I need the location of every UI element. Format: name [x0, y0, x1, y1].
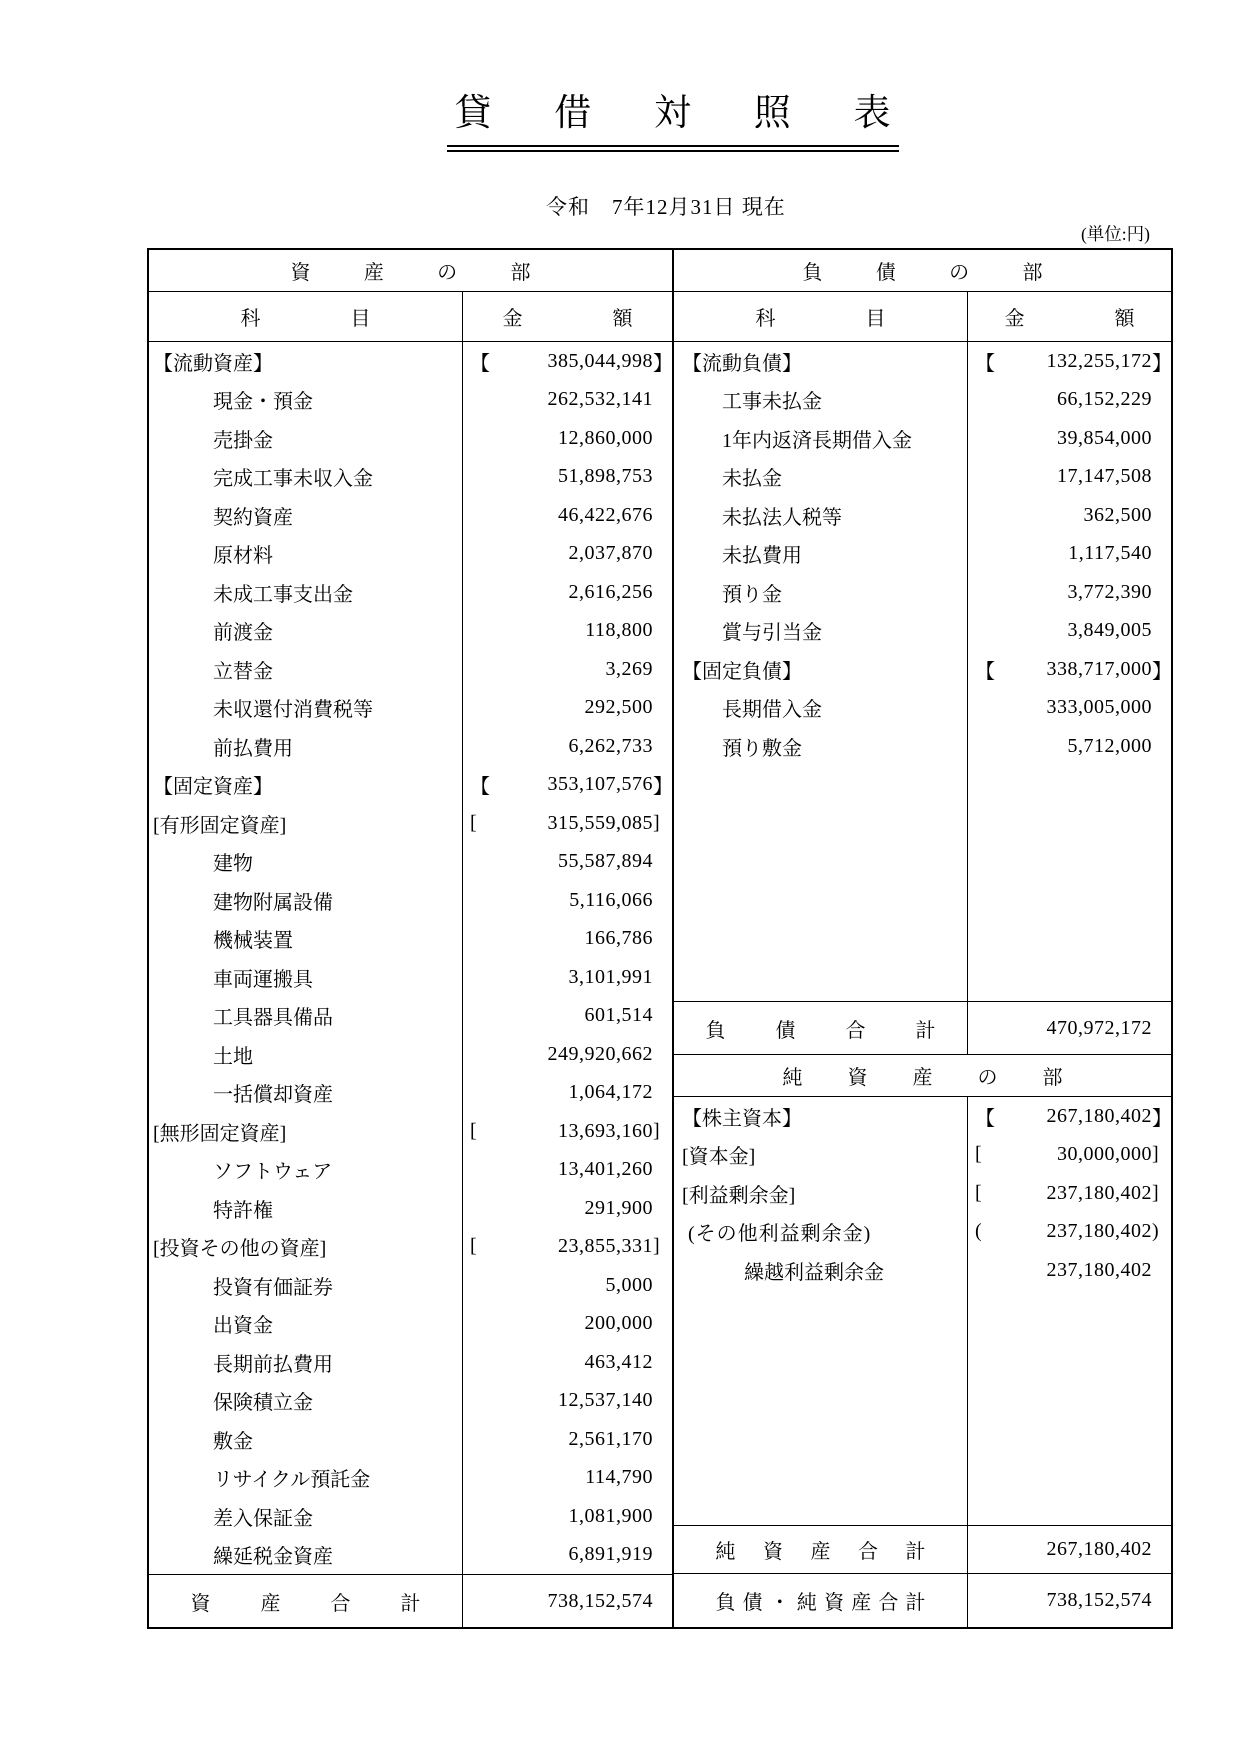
account-name: 工具器具備品 — [213, 1007, 333, 1030]
open-bracket: [ — [470, 1119, 477, 1142]
row-label — [149, 1074, 462, 1113]
amount-value: 12,537,140 — [558, 1389, 653, 1412]
amount-value: 114,790 — [585, 1466, 653, 1489]
account-name: 1年内返済長期借入金 — [722, 429, 912, 452]
account-name: 契約資産 — [213, 506, 293, 529]
close-bracket: 】 — [1152, 1107, 1172, 1130]
amount-value: 3,269 — [605, 657, 653, 680]
table-row — [149, 419, 672, 458]
account-name: 出資金 — [213, 1315, 273, 1338]
net-assets-total-amount: 267,180,402 — [967, 1526, 1171, 1573]
row-amount — [462, 1497, 672, 1536]
row-amount — [462, 535, 672, 574]
account-name: 現金・預金 — [213, 391, 313, 414]
table-row — [149, 1112, 672, 1151]
row-amount — [967, 650, 1171, 689]
table-row — [149, 1035, 672, 1074]
liabilities-total-label: 負 債 合 計 — [705, 1019, 936, 1042]
row-label — [149, 1420, 462, 1459]
row-amount — [967, 458, 1171, 497]
account-name: 完成工事未収入金 — [213, 468, 373, 491]
row-amount — [967, 496, 1171, 535]
row-amount — [967, 1097, 1171, 1136]
table-row — [674, 1174, 1171, 1213]
table-row — [149, 1074, 672, 1113]
liabilities-total-row — [674, 1001, 1171, 1054]
row-label — [674, 342, 967, 381]
amount-value: 23,855,331 — [558, 1235, 653, 1258]
row-amount — [967, 1251, 1171, 1290]
account-name: 土地 — [213, 1045, 253, 1068]
row-amount — [462, 804, 672, 843]
row-label — [149, 997, 462, 1036]
assets-section-title: 資 産 の 部 — [290, 262, 531, 284]
amount-value: 13,401,260 — [558, 1158, 653, 1181]
net-assets-total-row — [674, 1525, 1171, 1573]
net-assets-section-title: 純 資 産 の 部 — [782, 1067, 1063, 1089]
amount-value: 166,786 — [584, 927, 653, 950]
row-amount — [462, 920, 672, 959]
row-label — [149, 381, 462, 420]
account-name: 賞与引当金 — [722, 622, 822, 645]
table-row — [149, 1151, 672, 1190]
row-label — [149, 804, 462, 843]
amount-value: 5,000 — [605, 1273, 653, 1296]
table-row — [149, 496, 672, 535]
row-label — [149, 843, 462, 882]
row-label — [674, 650, 967, 689]
row-amount — [462, 727, 672, 766]
table-row — [149, 766, 672, 805]
amount-value: 353,107,576 — [547, 773, 653, 796]
amount-value: 237,180,402 — [1046, 1258, 1152, 1281]
account-name: 未払法人税等 — [722, 506, 842, 529]
table-row — [149, 1305, 672, 1344]
account-name: 保険積立金 — [213, 1392, 313, 1415]
open-bracket: 【 — [470, 776, 490, 799]
close-bracket: ] — [653, 811, 660, 834]
row-amount — [967, 689, 1171, 728]
amount-value: 30,000,000 — [1057, 1143, 1152, 1166]
close-bracket: ] — [653, 1119, 660, 1142]
assets-rows — [149, 342, 672, 1574]
row-amount — [967, 419, 1171, 458]
row-label — [149, 766, 462, 805]
account-name: 長期前払費用 — [213, 1353, 333, 1376]
row-label — [149, 650, 462, 689]
table-row — [674, 496, 1171, 535]
table-row — [674, 573, 1171, 612]
row-amount — [462, 1536, 672, 1575]
grand-total-row — [674, 1573, 1171, 1627]
row-label — [149, 496, 462, 535]
account-name: [投資その他の資産] — [153, 1238, 327, 1261]
row-label — [674, 573, 967, 612]
row-amount — [462, 1266, 672, 1305]
table-row — [149, 573, 672, 612]
close-bracket: 】 — [1152, 660, 1172, 683]
open-bracket: [ — [975, 1181, 982, 1204]
row-label — [674, 1136, 967, 1175]
amount-value: 315,559,085 — [547, 811, 653, 834]
row-amount — [462, 1459, 672, 1498]
amount-value: 362,500 — [1083, 503, 1152, 526]
net-assets-rows — [674, 1097, 1171, 1290]
assets-column-header — [149, 292, 672, 342]
row-label — [149, 458, 462, 497]
amount-value: 55,587,894 — [558, 850, 653, 873]
account-name: [利益剰余金] — [682, 1184, 796, 1207]
row-label — [149, 1228, 462, 1267]
account-name: [無形固定資産] — [153, 1122, 287, 1145]
row-amount — [967, 381, 1171, 420]
row-amount — [462, 342, 672, 381]
row-amount — [462, 1112, 672, 1151]
row-amount — [967, 1136, 1171, 1175]
row-amount — [967, 573, 1171, 612]
account-name: 原材料 — [213, 545, 273, 568]
table-row — [149, 1459, 672, 1498]
table-row — [149, 843, 672, 882]
account-name: (その他利益剰余金) — [688, 1223, 872, 1246]
account-name: 一括償却資産 — [213, 1084, 333, 1107]
account-name: 【株主資本】 — [682, 1107, 802, 1130]
amount-value: 1,064,172 — [568, 1081, 653, 1104]
amount-value: 3,849,005 — [1067, 619, 1152, 642]
table-row — [149, 958, 672, 997]
row-label — [149, 1497, 462, 1536]
table-row — [149, 458, 672, 497]
open-bracket: 【 — [470, 352, 490, 375]
row-amount — [462, 1343, 672, 1382]
empty-space — [674, 766, 1171, 1002]
row-amount — [462, 1305, 672, 1344]
account-name: 未成工事支出金 — [213, 583, 353, 606]
account-name: 建物 — [213, 853, 253, 876]
row-label — [149, 1459, 462, 1498]
row-label — [149, 1035, 462, 1074]
liabilities-section-title: 負 債 の 部 — [802, 262, 1043, 284]
empty-space — [674, 1290, 1171, 1526]
row-label — [674, 419, 967, 458]
amount-value: 12,860,000 — [558, 426, 653, 449]
open-bracket: ( — [975, 1220, 982, 1243]
grand-total-amount: 738,152,574 — [967, 1574, 1171, 1627]
row-label — [149, 1189, 462, 1228]
table-row — [149, 881, 672, 920]
amount-value: 262,532,141 — [547, 388, 653, 411]
table-row — [149, 612, 672, 651]
open-bracket: 【 — [975, 1107, 995, 1130]
row-amount — [462, 881, 672, 920]
table-row — [149, 1382, 672, 1421]
account-name: 前払費用 — [213, 737, 293, 760]
close-bracket: ] — [1152, 1143, 1159, 1166]
assets-total-row — [149, 1574, 672, 1628]
amount-value: 39,854,000 — [1057, 426, 1152, 449]
row-amount — [462, 458, 672, 497]
account-name: 投資有価証券 — [213, 1276, 333, 1299]
row-label — [674, 535, 967, 574]
table-row — [149, 1228, 672, 1267]
account-name: ソフトウェア — [213, 1161, 333, 1184]
amount-value: 237,180,402 — [1046, 1220, 1152, 1243]
table-row — [149, 1189, 672, 1228]
amount-value: 249,920,662 — [547, 1042, 653, 1065]
row-label — [149, 1151, 462, 1190]
account-name: リサイクル預託金 — [213, 1469, 371, 1492]
row-amount — [462, 612, 672, 651]
amount-value: 17,147,508 — [1057, 465, 1152, 488]
balance-sheet-table — [147, 248, 1173, 1629]
table-row — [149, 1420, 672, 1459]
amount-value: 267,180,402 — [1046, 1104, 1152, 1127]
unit-label: (単位:円) — [1080, 224, 1150, 244]
amount-value: 6,262,733 — [568, 734, 653, 757]
table-row — [674, 342, 1171, 381]
amount-value: 51,898,753 — [558, 465, 653, 488]
row-label — [149, 1536, 462, 1575]
row-label — [674, 1251, 967, 1290]
table-row — [149, 727, 672, 766]
row-label — [674, 1174, 967, 1213]
row-amount — [462, 843, 672, 882]
account-name: 機械装置 — [213, 930, 293, 953]
document-title: 貸 借 対 照 表 — [447, 90, 899, 152]
amount-value: 66,152,229 — [1057, 388, 1152, 411]
row-amount — [967, 1213, 1171, 1252]
row-amount — [462, 766, 672, 805]
table-row — [149, 650, 672, 689]
table-row — [149, 1497, 672, 1536]
table-row — [674, 727, 1171, 766]
account-name: 車両運搬具 — [213, 968, 313, 991]
row-label — [674, 1097, 967, 1136]
amount-value: 237,180,402 — [1046, 1181, 1152, 1204]
liabilities-net-assets-section — [672, 250, 1171, 1627]
assets-total-label: 資 産 合 計 — [190, 1593, 421, 1615]
account-name: 繰延税金資産 — [213, 1546, 333, 1569]
table-row — [674, 1251, 1171, 1290]
account-name: 預り金 — [722, 583, 782, 606]
row-amount — [462, 381, 672, 420]
liabilities-rows — [674, 342, 1171, 766]
row-label — [674, 381, 967, 420]
amount-value: 6,891,919 — [568, 1543, 653, 1566]
account-name: 前渡金 — [213, 622, 273, 645]
amount-value: 5,116,066 — [569, 888, 653, 911]
row-amount — [967, 612, 1171, 651]
account-name: 預り敷金 — [722, 737, 802, 760]
liabilities-total-amount: 470,972,172 — [967, 1002, 1171, 1054]
row-label — [149, 1112, 462, 1151]
row-amount — [462, 496, 672, 535]
open-bracket: 【 — [975, 660, 995, 683]
account-name: 敷金 — [213, 1430, 253, 1453]
row-label — [149, 1305, 462, 1344]
row-label — [149, 920, 462, 959]
row-amount — [462, 958, 672, 997]
account-name: 売掛金 — [213, 429, 273, 452]
amount-value: 3,772,390 — [1067, 580, 1152, 603]
account-name: 差入保証金 — [213, 1507, 313, 1530]
row-label — [149, 1382, 462, 1421]
account-name: [資本金] — [682, 1146, 756, 1169]
table-row — [674, 650, 1171, 689]
table-row — [674, 535, 1171, 574]
amount-value: 118,800 — [585, 619, 653, 642]
open-bracket: 【 — [975, 352, 995, 375]
account-name: 未払費用 — [722, 545, 802, 568]
row-label — [149, 342, 462, 381]
table-row — [674, 1136, 1171, 1175]
row-amount — [462, 997, 672, 1036]
row-label — [149, 881, 462, 920]
amount-value: 5,712,000 — [1067, 734, 1152, 757]
row-label — [149, 958, 462, 997]
amount-value: 46,422,676 — [558, 503, 653, 526]
account-name: 【流動資産】 — [153, 352, 273, 375]
amount-value: 291,900 — [584, 1196, 653, 1219]
subject-column-header: 科 目 — [240, 308, 371, 330]
amount-value: 333,005,000 — [1046, 696, 1152, 719]
row-label — [674, 496, 967, 535]
row-amount — [462, 1189, 672, 1228]
close-bracket: ) — [1152, 1220, 1159, 1243]
table-row — [674, 419, 1171, 458]
table-row — [149, 689, 672, 728]
close-bracket: 】 — [1152, 352, 1172, 375]
row-amount — [967, 727, 1171, 766]
close-bracket: 】 — [653, 776, 673, 799]
table-row — [674, 689, 1171, 728]
row-amount — [462, 419, 672, 458]
amount-value: 1,117,540 — [1068, 542, 1152, 565]
net-assets-section-header — [674, 1054, 1171, 1097]
grand-total-label: 負 債 ・ 純 資 産 合 計 — [715, 1592, 926, 1614]
account-name: [有形固定資産] — [153, 814, 287, 837]
net-assets-total-label: 純 資 産 合 計 — [715, 1541, 926, 1563]
row-amount — [462, 573, 672, 612]
table-row — [149, 920, 672, 959]
account-name: 未収還付消費税等 — [213, 699, 373, 722]
row-amount — [967, 535, 1171, 574]
account-name: 長期借入金 — [722, 699, 822, 722]
row-amount — [462, 1228, 672, 1267]
table-row — [149, 342, 672, 381]
account-name: 【固定資産】 — [153, 776, 273, 799]
amount-value: 2,037,870 — [568, 542, 653, 565]
row-amount — [462, 1074, 672, 1113]
account-name: 繰越利益剰余金 — [744, 1261, 884, 1284]
table-row — [149, 1266, 672, 1305]
account-name: 【流動負債】 — [682, 352, 802, 375]
row-amount — [967, 342, 1171, 381]
amount-value: 601,514 — [584, 1004, 653, 1027]
amount-value: 385,044,998 — [547, 349, 653, 372]
row-amount — [462, 1420, 672, 1459]
table-row — [674, 381, 1171, 420]
open-bracket: [ — [470, 1235, 477, 1258]
account-name: 未払金 — [722, 468, 782, 491]
row-label — [149, 535, 462, 574]
account-name: 【固定負債】 — [682, 660, 802, 683]
as-of-date: 令和 7年12月31日 現在 — [546, 195, 786, 219]
row-label — [149, 727, 462, 766]
amount-value: 132,255,172 — [1046, 349, 1152, 372]
table-row — [674, 612, 1171, 651]
amount-value: 3,101,991 — [568, 965, 653, 988]
amount-value: 13,693,160 — [558, 1119, 653, 1142]
amount-value: 463,412 — [584, 1350, 653, 1373]
table-row — [149, 535, 672, 574]
row-amount — [462, 1035, 672, 1074]
row-amount — [462, 689, 672, 728]
title-wrap — [0, 90, 1241, 152]
row-label — [149, 612, 462, 651]
row-amount — [462, 1382, 672, 1421]
table-row — [149, 381, 672, 420]
account-name: 建物附属設備 — [213, 891, 333, 914]
amount-value: 2,616,256 — [568, 580, 653, 603]
amount-value: 1,081,900 — [568, 1504, 653, 1527]
table-row — [674, 458, 1171, 497]
row-amount — [462, 650, 672, 689]
amount-value: 338,717,000 — [1046, 657, 1152, 680]
row-label — [149, 573, 462, 612]
liabilities-section-header — [674, 250, 1171, 292]
assets-section-header — [149, 250, 672, 292]
subject-column-header: 科 目 — [755, 308, 886, 330]
open-bracket: [ — [470, 811, 477, 834]
row-label — [149, 1343, 462, 1382]
row-amount — [462, 1151, 672, 1190]
open-bracket: [ — [975, 1143, 982, 1166]
row-label — [674, 727, 967, 766]
close-bracket: ] — [1152, 1181, 1159, 1204]
account-name: 工事未払金 — [722, 391, 822, 414]
amount-value: 292,500 — [584, 696, 653, 719]
liabilities-column-header — [674, 292, 1171, 342]
close-bracket: ] — [653, 1235, 660, 1258]
row-label — [149, 689, 462, 728]
row-label — [674, 612, 967, 651]
account-name: 特許権 — [213, 1199, 273, 1222]
row-label — [674, 458, 967, 497]
row-label — [149, 1266, 462, 1305]
table-row — [149, 804, 672, 843]
row-label — [674, 1213, 967, 1252]
assets-section — [149, 250, 672, 1627]
table-row — [674, 1213, 1171, 1252]
assets-total-amount: 738,152,574 — [462, 1575, 672, 1628]
table-row — [674, 1097, 1171, 1136]
amount-column-header: 金 額 — [967, 292, 1171, 341]
row-label — [674, 689, 967, 728]
table-row — [149, 1536, 672, 1575]
row-label — [149, 419, 462, 458]
amount-value: 2,561,170 — [568, 1427, 653, 1450]
row-amount — [967, 1174, 1171, 1213]
account-name: 立替金 — [213, 660, 273, 683]
amount-column-header: 金 額 — [462, 292, 672, 341]
amount-value: 200,000 — [584, 1312, 653, 1335]
table-row — [149, 1343, 672, 1382]
close-bracket: 】 — [653, 352, 673, 375]
table-row — [149, 997, 672, 1036]
